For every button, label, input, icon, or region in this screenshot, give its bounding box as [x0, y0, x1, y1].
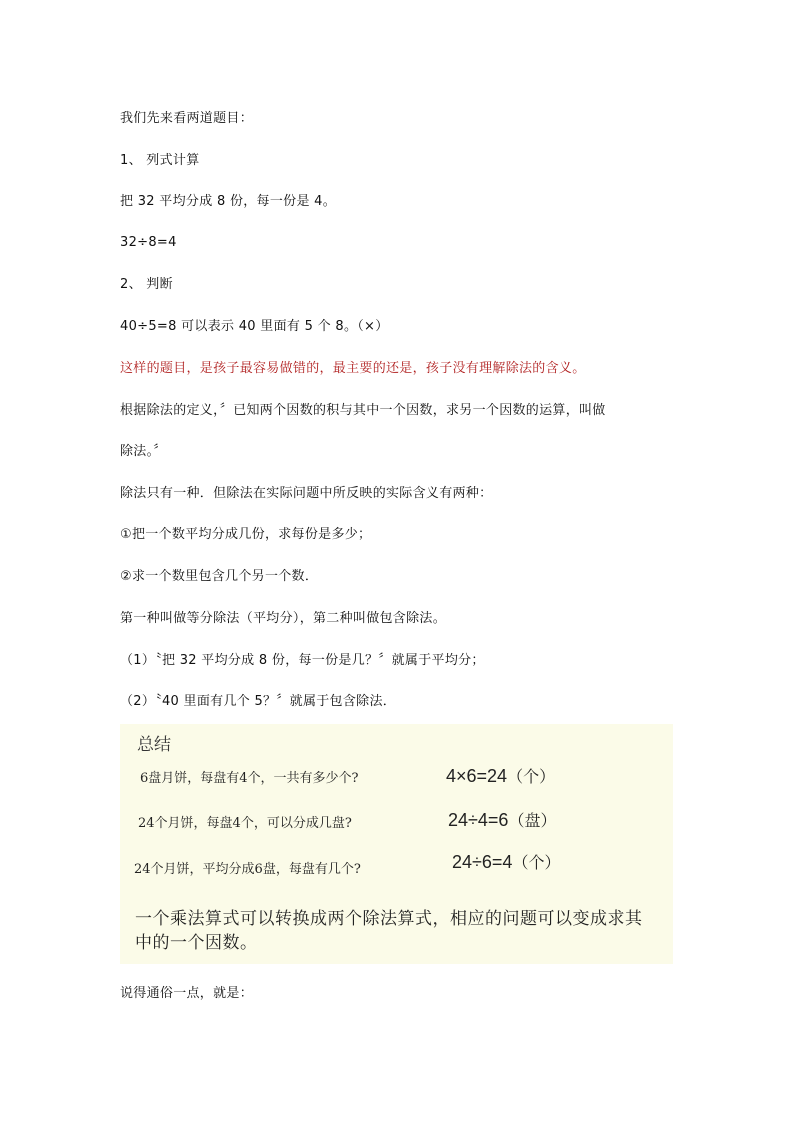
kind-item-1: ①把一个数平均分成几份，求每份是多少； [120, 527, 372, 542]
kinds-intro: 除法只有一种．但除法在实际问题中所反映的实际含义有两种： [120, 486, 493, 501]
kind-item-2: ②求一个数里包含几个另一个数． [120, 569, 319, 584]
summary-equation-2-unit: （盘） [508, 811, 557, 830]
example-1: （1）〝把 32 平均分成 8 份，每一份是几？〞就属于平均分； [120, 653, 485, 668]
highlight-text: 这样的题目，是孩子最容易做错的，最主要的还是，孩子没有理解除法的含义。 [120, 361, 586, 376]
summary-box [120, 724, 673, 964]
summary-equation-2-expr: 24÷4=6 [448, 810, 509, 830]
summary-question-3: 24个月饼，平均分成6盘，每盘有几个? [134, 862, 361, 877]
summary-question-1: 6盘月饼，每盘有4个，一共有多少个? [140, 771, 359, 786]
definition-line-1: 根据除法的定义，〞已知两个因数的积与其中一个因数，求另一个因数的运算，叫做 [120, 403, 606, 418]
summary-conclusion: 一个乘法算式可以转换成两个除法算式，相应的问题可以变成求其中的一个因数。 [135, 909, 643, 953]
summary-equation-1 [446, 764, 555, 787]
example-2: （2）〝40 里面有几个 5？〞就属于包含除法． [120, 694, 397, 709]
closing-text: 说得通俗一点，就是： [120, 986, 254, 1001]
problem-1-question: 把 32 平均分成 8 份，每一份是 4。 [120, 194, 337, 209]
definition-line-2: 除法。〞 [120, 444, 167, 459]
summary-question-2: 24个月饼，每盘4个，可以分成几盘? [138, 816, 352, 831]
problem-1-answer: 32÷8=4 [120, 235, 177, 250]
problem-2-heading: 2、 判断 [120, 277, 173, 292]
summary-equation-3 [452, 850, 560, 873]
problem-2-statement: 40÷5=8 可以表示 40 里面有 5 个 8。（×） [120, 319, 389, 334]
summary-equation-1-expr: 4×6=24 [446, 766, 508, 786]
summary-equation-3-unit: （个） [512, 853, 561, 872]
summary-equation-3-expr: 24÷6=4 [452, 852, 513, 872]
intro-text: 我们先来看两道题目： [120, 111, 254, 126]
summary-equation-1-unit: （个） [507, 767, 556, 786]
summary-equation-2 [448, 808, 556, 831]
problem-1-heading: 1、 列式计算 [120, 153, 200, 168]
summary-title: 总结 [137, 735, 171, 755]
naming-text: 第一种叫做等分除法（平均分），第二种叫做包含除法。 [120, 611, 447, 626]
